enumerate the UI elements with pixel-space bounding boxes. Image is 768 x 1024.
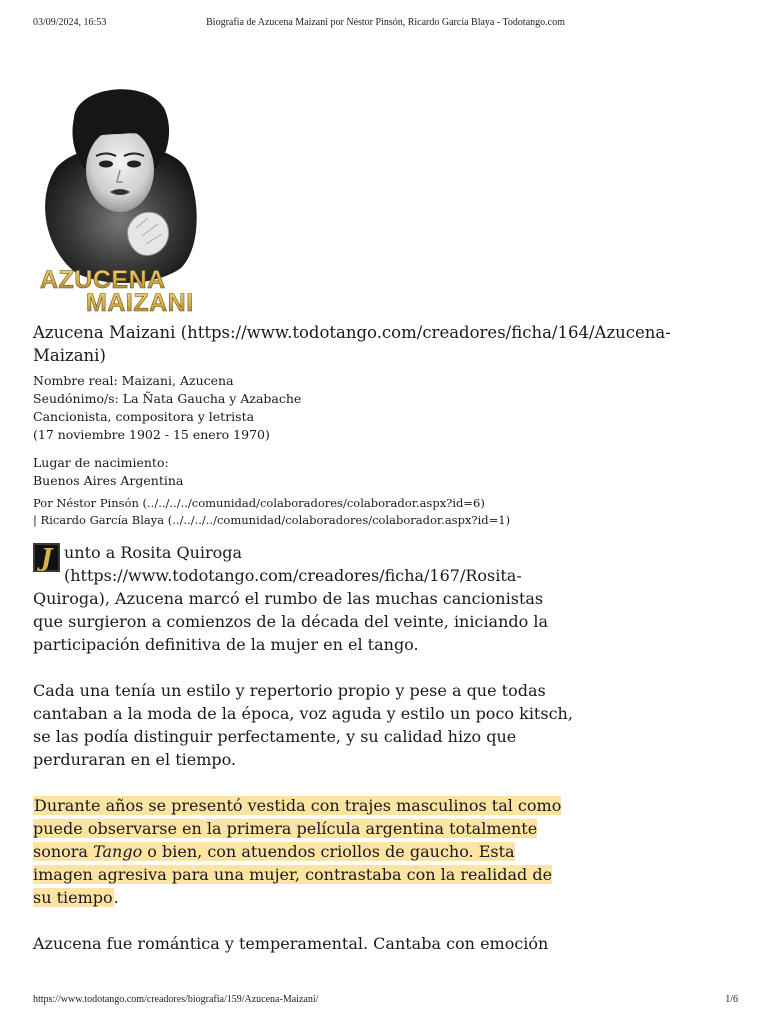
author-link-garcia-blaya[interactable]: | Ricardo García Blaya (../../../../comunidad/colaboradores/colaborador.aspx?id=1) xyxy=(33,512,511,527)
life-dates: (17 noviembre 1902 - 15 enero 1970) xyxy=(33,427,270,442)
logo-text-line2: MAIZANI xyxy=(86,289,194,314)
logo-text-line1: AZUCENA xyxy=(40,266,166,294)
paragraph-1-first: unto a Rosita Quiroga xyxy=(64,543,243,562)
real-name: Nombre real: Maizani, Azucena xyxy=(33,373,234,388)
print-url: https://www.todotango.com/creadores/biografia/159/Azucena-Maizani/ xyxy=(33,994,319,1005)
rosita-quiroga-link[interactable]: (https://www.todotango.com/creadores/ficha/167/Rosita-Quiroga), Azucena marcó el rumbo de las muchas cancionistas que surgieron a comienzos de la década del veinte, iniciando la participación definitiva de la mujer en el tango. xyxy=(33,566,549,654)
highlighted-text xyxy=(33,796,561,907)
film-title: Tango xyxy=(93,842,143,861)
pseudonyms: Seudónimo/s: La Ñata Gaucha y Azabache xyxy=(33,391,302,406)
portrait-image xyxy=(36,78,208,314)
paragraph-3-part-a: Durante años se presentó vestida con trajes masculinos tal como puede observarse en la primera película argentina totalmente sonora xyxy=(33,796,562,861)
paragraph-3-end: . xyxy=(113,888,119,907)
dropcap-letter: J xyxy=(33,543,60,572)
print-datetime: 03/09/2024, 16:53 xyxy=(33,17,107,28)
birthplace-label: Lugar de nacimiento: xyxy=(33,455,169,470)
birthplace-value: Buenos Aires Argentina xyxy=(33,473,184,488)
birthplace-block xyxy=(33,454,533,490)
paragraph-1 xyxy=(33,541,573,656)
paragraph-2: Cada una tenía un estilo y repertorio propio y pese a que todas cantaban a la moda de la época, voz aguda y estilo un poco kitsch, se las podía distinguir perfectamente, y su calidad hizo que perduraran en el tiempo. xyxy=(33,681,573,769)
creator-details xyxy=(33,372,533,444)
paragraph-4: Azucena fue romántica y temperamental. Cantaba con emoción xyxy=(33,934,549,953)
portrait-illustration xyxy=(36,78,208,314)
author-link-pinson[interactable]: Por Néstor Pinsón (../../../../comunidad/colaboradores/colaborador.aspx?id=6) xyxy=(33,496,485,510)
page-number: 1/6 xyxy=(725,994,738,1005)
creator-link[interactable]: Azucena Maizani (https://www.todotango.com/creadores/ficha/164/Azucena-Maizani) xyxy=(33,323,671,365)
print-page-title: Biografía de Azucena Maizani por Néstor Pinsón, Ricardo García Blaya - Todotango.com xyxy=(206,17,565,28)
paragraph-3-part-b: o bien, con atuendos criollos de gaucho. Esta imagen agresiva para una mujer, contrastaba con la realidad de su tiempo xyxy=(33,842,553,907)
authors-block xyxy=(33,495,733,528)
paragraph-3 xyxy=(33,794,573,909)
roles: Cancionista, compositora y letrista xyxy=(33,409,255,424)
